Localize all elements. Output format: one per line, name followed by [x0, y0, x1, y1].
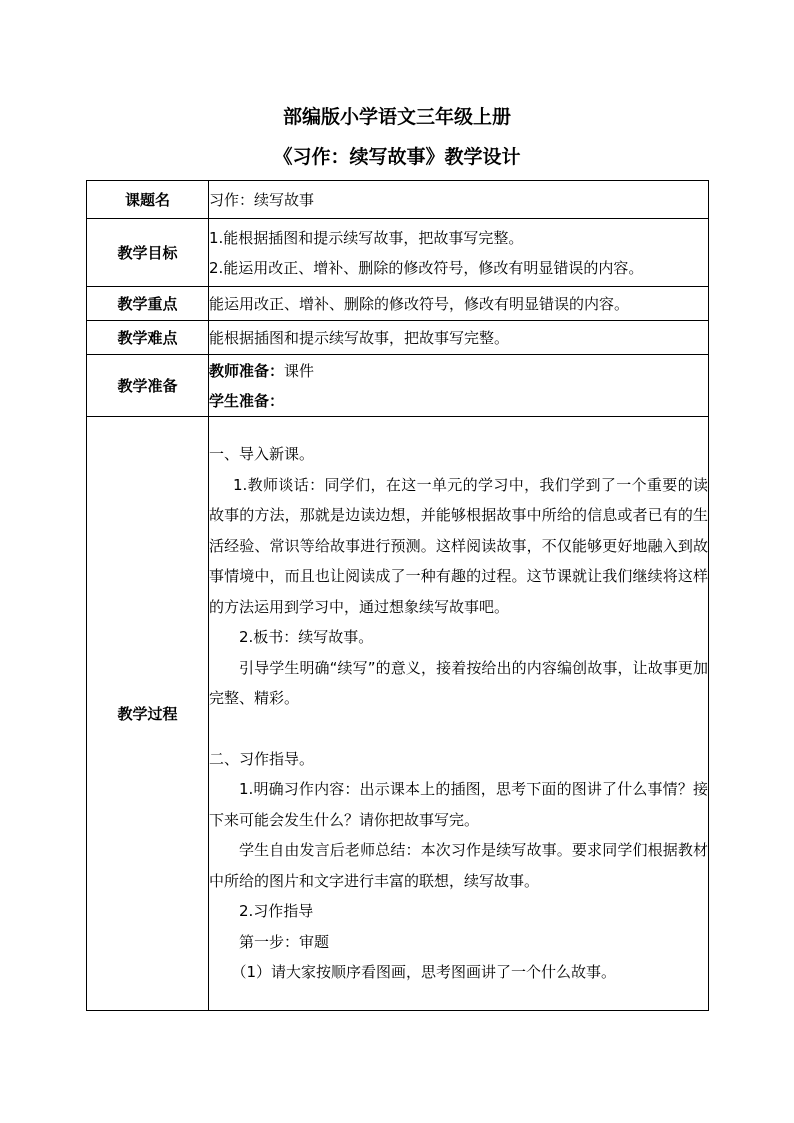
- topic-value: 习作：续写故事: [209, 181, 709, 219]
- row-topic: [87, 181, 709, 219]
- process-label: 教学过程: [87, 417, 209, 1011]
- difficulty-value: 能根据插图和提示续写故事，把故事写完整。: [209, 321, 709, 355]
- key-label: 教学重点: [87, 287, 209, 321]
- paragraph: 第一步：审题: [239, 932, 330, 951]
- paragraph: （1）请大家按顺序看图画，思考图画讲了一个什么故事。: [231, 963, 617, 982]
- row-goals: [87, 219, 709, 287]
- process-content: [209, 417, 709, 1011]
- goals-label: 教学目标: [87, 219, 209, 287]
- paragraph: 学生自由发言后老师总结：本次习作是续写故事。要求同学们根据教材中所给的图片和文字进行丰富的联想，续写故事。: [209, 841, 708, 890]
- paragraph: 1.明确习作内容：出示课本上的插图，思考下面的图讲了什么事情？接下来可能会发生什么？请你把故事写完。: [209, 780, 708, 829]
- goal-item: 1.能根据插图和提示续写故事，把故事写完整。: [209, 228, 524, 247]
- teacher-prep: [209, 356, 708, 386]
- lesson-plan-table: [86, 180, 709, 1011]
- goal-item: 2.能运用改正、增补、删除的修改符号，修改有明显错误的内容。: [209, 258, 644, 277]
- section-heading: 二、习作指导。: [209, 749, 315, 768]
- prep-label: 教学准备: [87, 355, 209, 417]
- teacher-prep-value: 课件: [284, 361, 315, 380]
- row-process: [87, 417, 709, 1011]
- paragraph: 2.习作指导: [239, 902, 314, 921]
- paragraph: 2.板书：续写故事。: [239, 628, 374, 647]
- row-prep: [87, 355, 709, 417]
- teacher-prep-label: 教师准备：: [209, 361, 285, 380]
- spacer: [209, 714, 708, 744]
- key-value: 能运用改正、增补、删除的修改符号，修改有明显错误的内容。: [209, 287, 709, 321]
- topic-label: 课题名: [87, 181, 209, 219]
- document-title: 部编版小学语文三年级上册: [282, 106, 511, 128]
- row-key: [87, 287, 709, 321]
- document-subtitle: 《习作：续写故事》教学设计: [273, 146, 521, 168]
- difficulty-label: 教学难点: [87, 321, 209, 355]
- row-difficulty: [87, 321, 709, 355]
- paragraph: 引导学生明确“续写”的意义，接着按给出的内容编创故事，让故事更加完整、精彩。: [209, 658, 708, 708]
- prep-value: [209, 355, 709, 417]
- student-prep-label: 学生准备：: [209, 391, 285, 410]
- paragraph: 1.教师谈话：同学们，在这一单元的学习中，我们学到了一个重要的读故事的方法，那就是边读边想，并能够根据故事中所给的信息或者已有的生活经验、常识等给故事进行预测。这样阅读故事，不仅能够更好地融入到故事情境中，而且也让阅读成了一种有趣的过程。这节课就让我们继续将这样的方法运用到学习中，通过想象续写故事吧。: [209, 475, 708, 616]
- section-heading: 一、导入新课。: [209, 445, 315, 464]
- goals-value: [209, 219, 709, 287]
